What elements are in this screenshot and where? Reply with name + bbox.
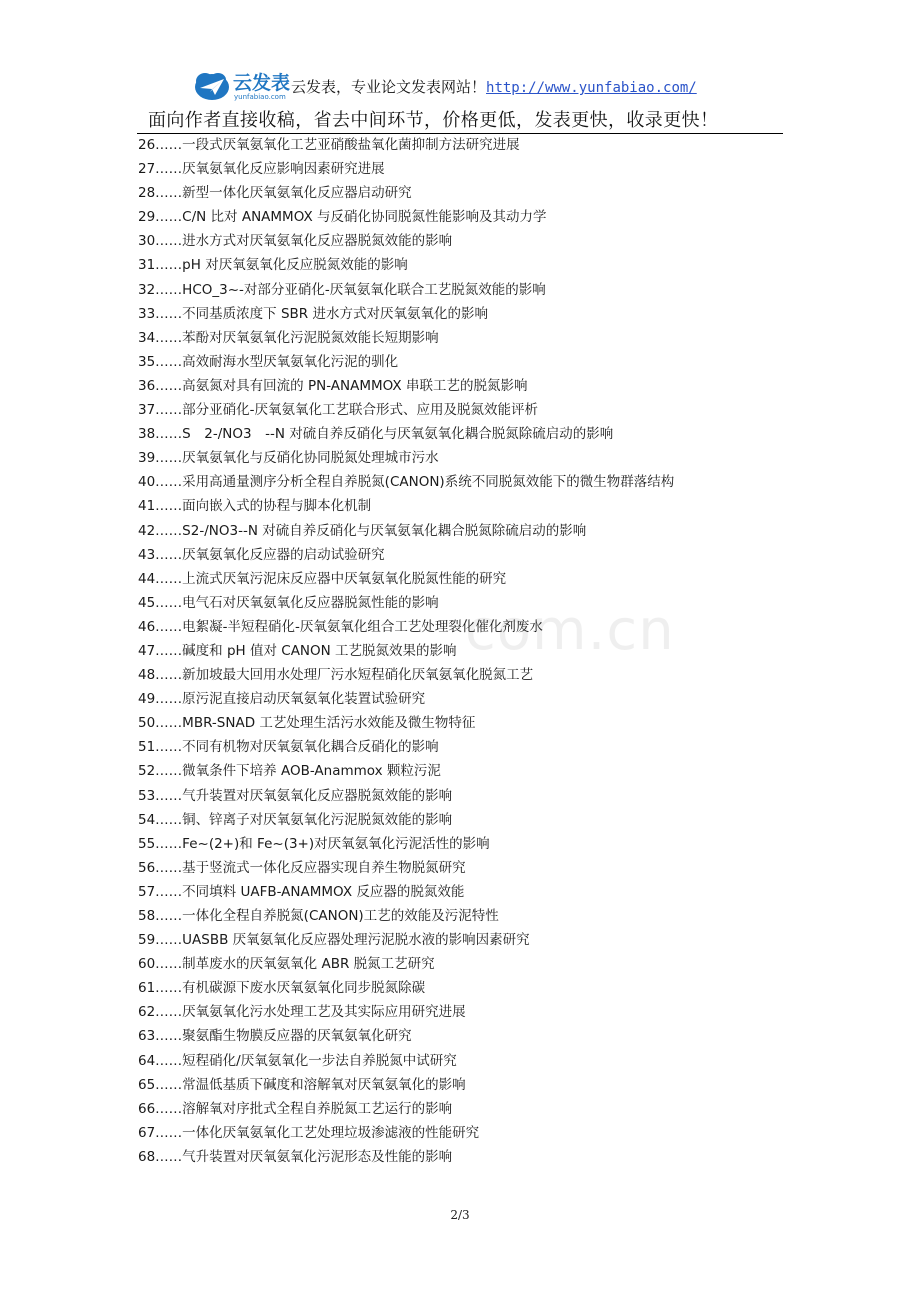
list-item: 28……新型一体化厌氧氨氧化反应器启动研究: [138, 185, 412, 202]
site-tagline: [291, 76, 697, 97]
list-item: 51……不同有机物对厌氧氨氧化耦合反硝化的影响: [138, 739, 439, 756]
list-item: 50……MBR-SNAD 工艺处理生活污水效能及微生物特征: [138, 715, 476, 732]
list-item: 59……UASBB 厌氧氨氧化反应器处理污泥脱水液的影响因素研究: [138, 932, 530, 949]
list-item: 31……pH 对厌氧氨氧化反应脱氮效能的影响: [138, 257, 408, 274]
list-item: 34……苯酚对厌氧氨氧化污泥脱氮效能长短期影响: [138, 329, 439, 346]
list-item: 27……厌氧氨氧化反应影响因素研究进展: [138, 161, 385, 178]
list-item: 30……进水方式对厌氧氨氧化反应器脱氮效能的影响: [138, 233, 453, 250]
page-header: [0, 0, 920, 134]
list-item: 49……原污泥直接启动厌氧氨氧化装置试验研究: [138, 691, 426, 708]
list-item: 65……常温低基质下碱度和溶解氧对厌氧氨氧化的影响: [138, 1076, 466, 1093]
list-item: 43……厌氧氨氧化反应器的启动试验研究: [138, 546, 385, 563]
list-item: 38……S 2-/NO3 --N 对硫自养反硝化与厌氧氨氧化耦合脱氮除硫启动的影响: [138, 426, 614, 443]
list-item: 45……电气石对厌氧氨氧化反应器脱氮性能的影响: [138, 594, 439, 611]
list-item: 67……一体化厌氧氨氧化工艺处理垃圾渗滤液的性能研究: [138, 1124, 480, 1141]
list-item: 46……电絮凝-半短程硝化-厌氧氨氧化组合工艺处理裂化催化剂废水: [138, 618, 543, 635]
list-item: 40……采用高通量测序分析全程自养脱氮(CANON)系统不同脱氮效能下的微生物群落结构: [138, 474, 675, 491]
tagline-text: 云发表，专业论文发表网站！: [291, 78, 487, 96]
article-title-list: [138, 133, 674, 1169]
list-item: 42……S2-/NO3--N 对硫自养反硝化与厌氧氨氧化耦合脱氮除硫启动的影响: [138, 522, 587, 539]
list-item: 54……铜、锌离子对厌氧氨氧化污泥脱氮效能的影响: [138, 811, 453, 828]
list-item: 57……不同填料 UAFB-ANAMMOX 反应器的脱氮效能: [138, 883, 465, 900]
list-item: 66……溶解氧对序批式全程自养脱氮工艺运行的影响: [138, 1100, 453, 1117]
logo-text: 云发表: [233, 72, 291, 94]
list-item: 60……制革废水的厌氧氨氧化 ABR 脱氮工艺研究: [138, 956, 435, 973]
list-item: 52……微氧条件下培养 AOB-Anammox 颗粒污泥: [138, 763, 441, 780]
list-item: 61……有机碳源下废水厌氧氨氧化同步脱氮除碳: [138, 980, 426, 997]
list-item: 44……上流式厌氧污泥床反应器中厌氧氨氧化脱氮性能的研究: [138, 570, 507, 587]
list-item: 26……一段式厌氧氨氧化工艺亚硝酸盐氧化菌抑制方法研究进展: [138, 137, 520, 153]
paper-plane-cloud-icon: [193, 68, 231, 102]
page-number: 2/3: [450, 1208, 470, 1222]
list-item: 47……碱度和 pH 值对 CANON 工艺脱氮效果的影响: [138, 642, 457, 659]
list-item: 36……高氨氮对具有回流的 PN-ANAMMOX 串联工艺的脱氮影响: [138, 377, 528, 394]
list-item: 58……一体化全程自养脱氮(CANON)工艺的效能及污泥特性: [138, 908, 499, 924]
watermark: com.cn: [465, 598, 675, 663]
logo-domain: yunfabiao.com: [234, 93, 286, 101]
list-item: 37……部分亚硝化-厌氧氨氧化工艺联合形式、应用及脱氮效能评析: [138, 402, 539, 419]
site-logo[interactable]: [193, 66, 289, 106]
list-item: 63……聚氨酯生物膜反应器的厌氧氨氧化研究: [138, 1028, 412, 1045]
list-item: 33……不同基质浓度下 SBR 进水方式对厌氧氨氧化的影响: [138, 305, 488, 322]
list-item: 32……HCO_3~-对部分亚硝化-厌氧氨氧化联合工艺脱氮效能的影响: [138, 281, 546, 298]
list-item: 53……气升装置对厌氧氨氧化反应器脱氮效能的影响: [138, 787, 453, 804]
list-item: 55……Fe~(2+)和 Fe~(3+)对厌氧氨氧化污泥活性的影响: [138, 835, 490, 852]
list-item: 64……短程硝化/厌氧氨氧化一步法自养脱氮中试研究: [138, 1052, 457, 1069]
list-item: 56……基于竖流式一体化反应器实现自养生物脱氮研究: [138, 859, 466, 876]
list-item: 68……气升装置对厌氧氨氧化污泥形态及性能的影响: [138, 1148, 453, 1165]
site-slogan: 面向作者直接收稿，省去中间环节，价格更低，发表更快，收录更快！: [148, 110, 719, 131]
list-item: 39……厌氧氨氧化与反硝化协同脱氮处理城市污水: [138, 450, 439, 467]
list-item: 62……厌氧氨氧化污水处理工艺及其实际应用研究进展: [138, 1004, 466, 1021]
list-item: 48……新加坡最大回用水处理厂污水短程硝化厌氧氨氧化脱氮工艺: [138, 667, 534, 684]
list-item: 29……C/N 比对 ANAMMOX 与反硝化协同脱氮性能影响及其动力学: [138, 209, 547, 226]
list-item: 41……面向嵌入式的协程与脚本化机制: [138, 498, 372, 515]
list-item: 35……高效耐海水型厌氧氨氧化污泥的驯化: [138, 353, 399, 370]
site-url-link[interactable]: http://www.yunfabiao.com/: [486, 80, 697, 96]
